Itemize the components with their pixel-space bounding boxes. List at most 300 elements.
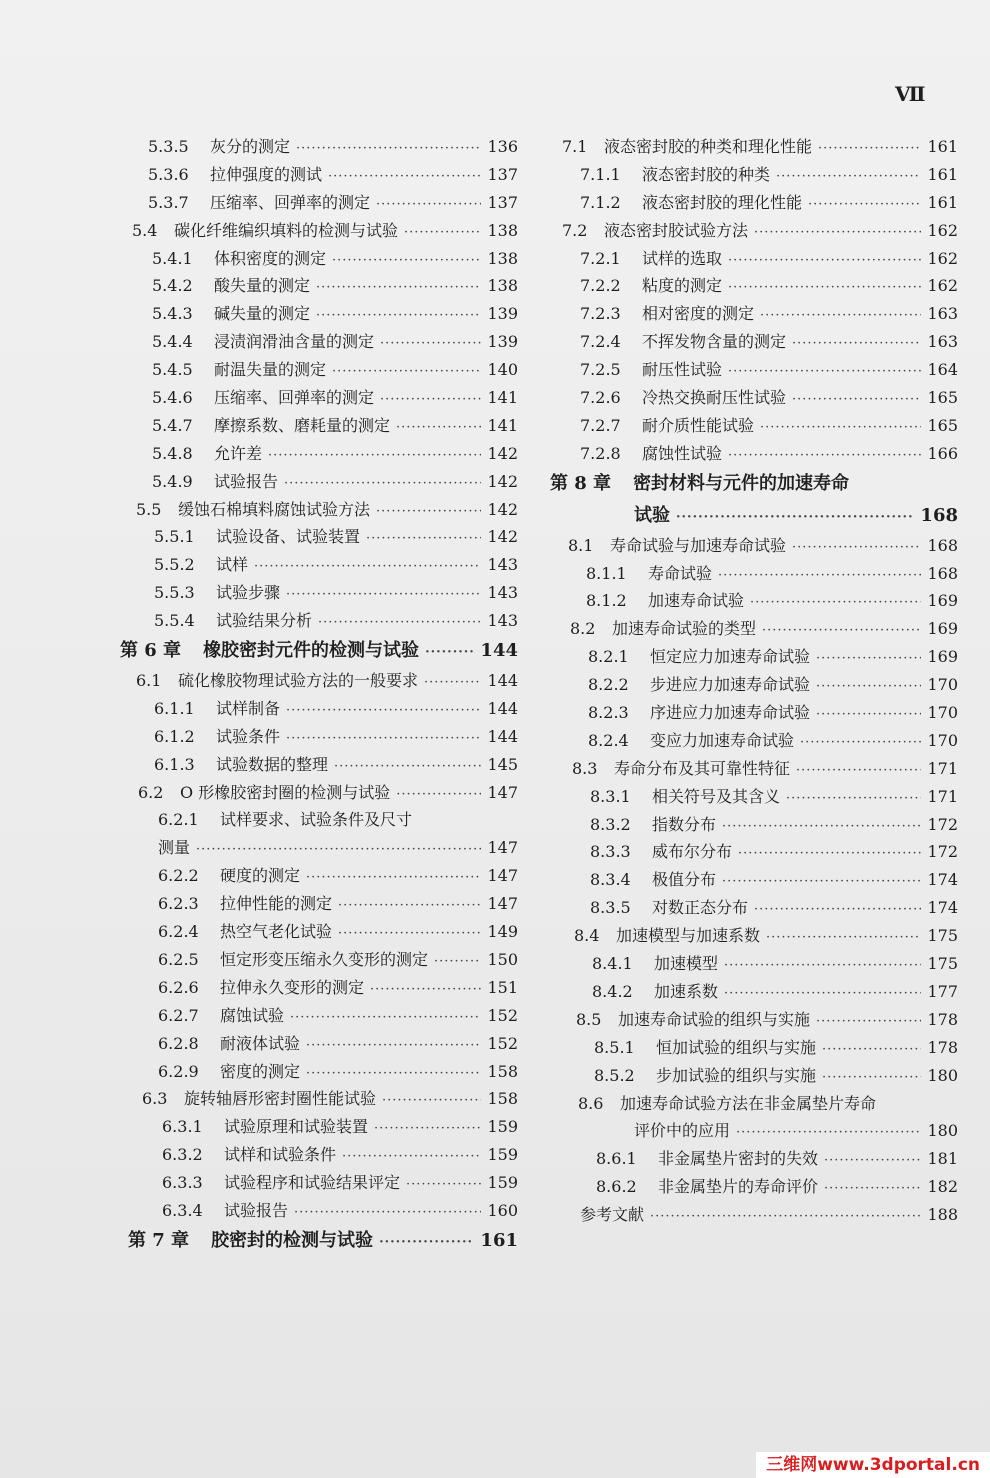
toc-leader-dots: [328, 163, 481, 191]
toc-entry-title: 试验程序和试验结果评定: [224, 1173, 401, 1193]
toc-entry-number: 6.3.2: [162, 1145, 203, 1165]
toc-entry-number: 7.2.1: [580, 248, 621, 268]
toc-chapter-entry: [548, 500, 958, 532]
toc-leader-dots: [736, 1119, 921, 1147]
toc-entry-title: 试样的选取: [642, 248, 723, 268]
toc-entry-number: 6.2.2: [158, 866, 199, 886]
toc-entry-title: 试验: [634, 504, 670, 526]
toc-entry-number: 5.5: [136, 499, 162, 519]
toc-leader-dots: [306, 864, 481, 892]
toc-entry-page: 161: [927, 192, 958, 212]
toc-entry-number: 8.4.1: [592, 954, 633, 974]
toc-entry-page: 165: [927, 388, 958, 408]
toc-entry-number: 5.5.2: [154, 555, 195, 575]
toc-entry-title: 试样和试验条件: [224, 1145, 337, 1165]
toc-entry-title: 拉伸永久变形的测定: [220, 977, 365, 997]
toc-entry-title: 耐液体试验: [220, 1033, 301, 1053]
toc-entry-page: 171: [927, 786, 958, 806]
toc-entry-number: 8.3: [572, 758, 598, 778]
toc-entry: [548, 440, 958, 468]
toc-entry-number: 8.2.3: [588, 703, 629, 723]
toc-entry-title: 加速寿命试验: [648, 591, 745, 611]
toc-entry-title: 液态密封胶的种类和理化性能: [604, 137, 813, 156]
toc-entry-page: 174: [927, 870, 958, 890]
toc-entry-page: 147: [487, 866, 518, 886]
toc-entry-page: 144: [480, 640, 518, 662]
toc-leader-dots: [786, 785, 921, 813]
toc-entry-number: 5.4.7: [152, 415, 193, 435]
toc-entry-page: 159: [487, 1117, 518, 1137]
toc-leader-dots: [306, 1060, 481, 1088]
toc-entry-title: 加速系数: [654, 981, 719, 1001]
toc-entry: [548, 384, 958, 412]
toc-entry-page: 174: [927, 898, 958, 918]
toc-leader-dots: [338, 920, 481, 948]
toc-leader-dots: [434, 948, 481, 976]
toc-entry-title: 相对密度的测定: [642, 304, 755, 324]
toc-entry: [108, 1113, 518, 1141]
toc-entry-number: 5.5.4: [154, 611, 195, 631]
toc-entry: [548, 189, 958, 217]
toc-entry-page: 152: [487, 1033, 518, 1053]
toc-entry-title: 寿命试验与加速寿命试验: [610, 535, 787, 555]
toc-leader-dots: [822, 1064, 921, 1092]
toc-leader-dots: [816, 701, 921, 729]
toc-leader-dots: [816, 673, 921, 701]
toc-leader-dots: [754, 219, 921, 247]
toc-entry-number: 5.3.7: [148, 192, 189, 212]
toc-entry-page: 140: [487, 360, 518, 380]
toc-entry-title: 参考文献: [580, 1205, 645, 1225]
toc-leader-dots: [792, 386, 921, 414]
toc-leader-dots: [754, 896, 921, 924]
toc-entry: [548, 1117, 958, 1145]
toc-entry-page: 147: [487, 838, 518, 858]
toc-entry-page: 139: [487, 304, 518, 324]
toc-entry-page: 170: [927, 730, 958, 750]
toc-entry-number: 5.4.3: [152, 304, 193, 324]
toc-entry-number: 7.2.4: [580, 332, 621, 352]
toc-entry-page: 136: [487, 137, 518, 156]
toc-entry-number: 8.3.5: [590, 898, 631, 918]
toc-entry: [108, 1197, 518, 1225]
toc-entry-page: 168: [927, 563, 958, 583]
toc-entry-page: 172: [927, 842, 958, 862]
toc-entry-page: 137: [487, 192, 518, 212]
toc-entry-page: 147: [487, 894, 518, 914]
toc-entry-page: 143: [487, 611, 518, 631]
toc-entry-title: 拉伸强度的测试: [210, 164, 323, 184]
toc-entry-title: 液态密封胶试验方法: [604, 220, 749, 240]
toc-entry-number: 5.4.9: [152, 471, 193, 491]
toc-entry-number: 6.2.6: [158, 977, 199, 997]
toc-entry-number: 6.2.1: [158, 810, 199, 830]
toc-entry: [548, 922, 958, 950]
toc-entry: [108, 695, 518, 723]
toc-entry-page: 163: [927, 332, 958, 352]
toc-entry: [108, 1058, 518, 1086]
toc-entry-title: 测量: [158, 838, 191, 858]
toc-entry-page: 181: [927, 1149, 958, 1169]
toc-leader-dots: [796, 757, 921, 785]
toc-entry-title: 试样: [216, 555, 249, 575]
toc-entry-number: 7.2.7: [580, 415, 621, 435]
toc-entry-title: 步进应力加速寿命试验: [650, 675, 811, 695]
toc-entry-page: 162: [927, 248, 958, 268]
toc-entry: [548, 1090, 958, 1118]
toc-leader-dots: [818, 135, 921, 163]
toc-entry-title: 加速寿命试验方法在非金属垫片寿命: [620, 1093, 877, 1113]
toc-entry-title: 试验报告: [224, 1200, 289, 1220]
toc-leader-dots: [286, 697, 481, 725]
toc-entry-page: 171: [927, 758, 958, 778]
toc-leader-dots: [370, 976, 481, 1004]
toc-entry-number: 5.4.6: [152, 388, 193, 408]
toc-entry: [108, 1002, 518, 1030]
toc-entry-page: 143: [487, 555, 518, 575]
toc-entry-page: 159: [487, 1173, 518, 1193]
toc-entry: [548, 894, 958, 922]
toc-entry-number: 6.1.2: [154, 726, 195, 746]
toc-entry-page: 169: [927, 619, 958, 639]
toc-entry: [108, 468, 518, 496]
toc-entry-page: 175: [927, 926, 958, 946]
toc-entry-title: 碱失量的测定: [214, 304, 311, 324]
toc-entry-page: 150: [487, 949, 518, 969]
toc-entry: [548, 755, 958, 783]
toc-entry-number: 6.2.3: [158, 894, 199, 914]
toc-leader-dots: [762, 617, 921, 645]
toc-entry-page: 151: [487, 977, 518, 997]
toc-entry-number: 8.4: [574, 926, 600, 946]
toc-entry-page: 178: [927, 1037, 958, 1057]
toc-entry-number: 8.3.1: [590, 786, 631, 806]
toc-entry-title: 热空气老化试验: [220, 922, 333, 942]
toc-leader-dots: [380, 386, 481, 414]
toc-entry-page: 142: [487, 527, 518, 547]
toc-entry: [108, 779, 518, 807]
toc-entry: [548, 1034, 958, 1062]
toc-leader-dots: [286, 581, 481, 609]
toc-entry-title: 腐蚀试验: [220, 1005, 285, 1025]
toc-entry-title: 密封材料与元件的加速寿命: [633, 472, 850, 494]
toc-entry-title: 碳化纤维编织填料的检测与试验: [174, 220, 399, 240]
toc-leader-dots: [332, 247, 481, 275]
toc-entry-title: 恒定应力加速寿命试验: [650, 647, 811, 667]
toc-leader-dots: [808, 191, 921, 219]
toc-entry-title: 威布尔分布: [652, 842, 733, 862]
toc-entry-number: 6.2: [138, 782, 164, 802]
toc-entry-number: 6.1: [136, 671, 162, 691]
toc-leader-dots: [286, 725, 481, 753]
toc-entry-title: 拉伸性能的测定: [220, 894, 333, 914]
toc-entry-title: 旋转轴唇形密封圈性能试验: [184, 1089, 377, 1109]
toc-entry: [548, 671, 958, 699]
toc-entry: [108, 1085, 518, 1113]
toc-entry: [108, 806, 518, 834]
toc-entry-page: 143: [487, 583, 518, 603]
toc-leader-dots: [376, 191, 481, 219]
toc-entry-title: 橡胶密封元件的检测与试验: [203, 640, 420, 662]
toc-entry-page: 152: [487, 1005, 518, 1025]
toc-entry-number: 6.2.4: [158, 922, 199, 942]
toc-entry: [548, 328, 958, 356]
toc-entry-title: 试样要求、试验条件及尺寸: [220, 810, 413, 830]
toc-entry-page: 138: [487, 248, 518, 268]
toc-entry: [108, 751, 518, 779]
toc-entry-title: 硫化橡胶物理试验方法的一般要求: [178, 671, 419, 691]
toc-entry-title: 缓蚀石棉填料腐蚀试验方法: [178, 499, 371, 519]
toc-entry-title: 指数分布: [652, 814, 717, 834]
toc-entry: [548, 1006, 958, 1034]
toc-entry-number: 8.1.2: [586, 591, 627, 611]
toc-entry: [108, 551, 518, 579]
toc-entry: [108, 356, 518, 384]
toc-entry: [108, 862, 518, 890]
toc-entry-title: 试验结果分析: [216, 611, 313, 631]
toc-entry: [548, 272, 958, 300]
toc-entry-title: 耐压性试验: [642, 360, 723, 380]
toc-entry-number: 6.1.1: [154, 698, 195, 718]
toc-entry: [108, 723, 518, 751]
toc-entry-title: 相关符号及其含义: [652, 786, 781, 806]
toc-entry-title: 摩擦系数、磨耗量的测定: [214, 415, 391, 435]
toc-entry: [108, 133, 518, 161]
toc-leader-dots: [284, 470, 481, 498]
toc-entry-number: 7.1.2: [580, 192, 621, 212]
toc-entry-title: 寿命试验: [648, 563, 713, 583]
toc-entry-page: 142: [487, 499, 518, 519]
toc-leader-dots: [316, 302, 481, 330]
toc-entry-number: 6.2.5: [158, 949, 199, 969]
toc-right-column: [548, 133, 958, 1229]
toc-entry-number: 第 7 章: [128, 1229, 190, 1251]
toc-leader-dots: [382, 1087, 481, 1115]
toc-entry-page: 145: [487, 754, 518, 774]
toc-entry-number: 8.2.4: [588, 730, 629, 750]
toc-leader-dots: [750, 589, 921, 617]
toc-entry-title: 加速模型: [654, 954, 719, 974]
toc-entry-title: 恒定形变压缩永久变形的测定: [220, 949, 429, 969]
toc-leader-dots: [306, 1032, 481, 1060]
toc-entry: [548, 161, 958, 189]
toc-entry-number: 8.6: [578, 1093, 604, 1113]
toc-entry: [108, 300, 518, 328]
toc-leader-dots: [792, 330, 921, 358]
toc-entry: [108, 579, 518, 607]
toc-entry: [548, 866, 958, 894]
toc-entry-title: 不挥发物含量的测定: [642, 332, 787, 352]
toc-leader-dots: [776, 163, 921, 191]
toc-entry-number: 5.4: [132, 220, 158, 240]
toc-entry-page: 169: [927, 591, 958, 611]
toc-entry-title: 液态密封胶的理化性能: [642, 192, 803, 212]
toc-entry: [108, 946, 518, 974]
toc-leader-dots: [290, 1004, 481, 1032]
toc-entry: [108, 1169, 518, 1197]
toc-entry: [108, 245, 518, 273]
toc-entry-page: 158: [487, 1089, 518, 1109]
toc-entry-number: 7.1: [562, 137, 588, 156]
toc-leader-dots: [738, 840, 921, 868]
toc-leader-dots: [334, 753, 481, 781]
toc-entry-number: 5.4.1: [152, 248, 193, 268]
toc-entry-title: 加速模型与加速系数: [616, 926, 761, 946]
toc-entry: [108, 667, 518, 695]
toc-entry-title: 体积密度的测定: [214, 248, 327, 268]
toc-leader-dots: [404, 219, 481, 247]
toc-entry-page: 144: [487, 726, 518, 746]
toc-entry-page: 177: [927, 981, 958, 1001]
toc-entry: [108, 918, 518, 946]
toc-chapter-entry: [108, 1225, 518, 1257]
toc-entry-page: 166: [927, 443, 958, 463]
toc-leader-dots: [766, 924, 921, 952]
toc-entry: [548, 643, 958, 671]
toc-entry-title: 试验条件: [216, 726, 281, 746]
toc-leader-dots: [254, 553, 481, 581]
toc-entry: [548, 699, 958, 727]
toc-leader-dots: [728, 247, 921, 275]
toc-leader-dots: [824, 1147, 921, 1175]
toc-leader-dots: [338, 892, 481, 920]
toc-entry-page: 180: [927, 1121, 958, 1141]
toc-leader-dots: [396, 781, 481, 809]
toc-entry: [548, 811, 958, 839]
toc-entry-number: 5.4.2: [152, 276, 193, 296]
toc-leader-dots: [718, 562, 921, 590]
toc-entry: [108, 1141, 518, 1169]
toc-leader-dots: [760, 414, 921, 442]
toc-entry-title: 硬度的测定: [220, 866, 301, 886]
toc-entry-number: 7.2.6: [580, 388, 621, 408]
toc-entry: [108, 1030, 518, 1058]
toc-entry-page: 141: [487, 388, 518, 408]
toc-leader-dots: [728, 442, 921, 470]
toc-entry: [108, 834, 518, 862]
toc-entry-page: 178: [927, 1009, 958, 1029]
toc-entry-title: 耐温失量的测定: [214, 360, 327, 380]
toc-leader-dots: [724, 952, 921, 980]
toc-leader-dots: [380, 330, 481, 358]
toc-entry-page: 142: [487, 443, 518, 463]
toc-entry-page: 147: [487, 782, 518, 802]
toc-entry-page: 144: [487, 698, 518, 718]
toc-entry-page: 182: [927, 1177, 958, 1197]
toc-leader-dots: [816, 645, 921, 673]
toc-entry-page: 165: [927, 415, 958, 435]
toc-entry-number: 第 6 章: [120, 640, 182, 662]
toc-entry-title: O 形橡胶密封圈的检测与试验: [180, 782, 391, 802]
toc-entry: [548, 1173, 958, 1201]
toc-entry-page: 138: [487, 276, 518, 296]
toc-entry-number: 8.2: [570, 619, 596, 639]
toc-entry: [548, 532, 958, 560]
toc-entry: [108, 890, 518, 918]
toc-entry-page: 188: [927, 1205, 958, 1225]
toc-leader-dots: [425, 637, 474, 669]
toc-entry: [548, 217, 958, 245]
toc-leader-dots: [316, 274, 481, 302]
toc-entry-page: 142: [487, 471, 518, 491]
toc-entry-page: 161: [927, 164, 958, 184]
toc-entry-number: 5.5.1: [154, 527, 195, 547]
toc-entry-title: 极值分布: [652, 870, 717, 890]
toc-entry-number: 6.3.4: [162, 1200, 203, 1220]
toc-entry-title: 非金属垫片密封的失效: [658, 1149, 819, 1169]
page-number: Ⅶ: [895, 82, 927, 106]
toc-entry-page: 175: [927, 954, 958, 974]
toc-entry-number: 5.3.6: [148, 164, 189, 184]
toc-leader-dots: [196, 836, 481, 864]
toc-leader-dots: [396, 414, 481, 442]
toc-entry-number: 8.5.1: [594, 1037, 635, 1057]
toc-entry-number: 8.2.1: [588, 647, 629, 667]
toc-entry-title: 液态密封胶的种类: [642, 164, 771, 184]
toc-entry: [548, 615, 958, 643]
toc-entry-title: 对数正态分布: [652, 898, 749, 918]
toc-entry: [108, 328, 518, 356]
toc-entry-title: 浸渍润滑油含量的测定: [214, 332, 375, 352]
toc-leader-dots: [268, 442, 481, 470]
toc-entry: [548, 1062, 958, 1090]
toc-leader-dots: [724, 980, 921, 1008]
toc-entry-number: 8.1: [568, 535, 594, 555]
toc-entry-title: 变应力加速寿命试验: [650, 730, 795, 750]
toc-entry-number: 7.2.2: [580, 276, 621, 296]
site-watermark: 三维网www.3dportal.cn: [756, 1452, 990, 1478]
toc-entry: [108, 607, 518, 635]
toc-entry: [548, 245, 958, 273]
toc-leader-dots: [379, 1227, 474, 1259]
toc-entry-title: 腐蚀性试验: [642, 443, 723, 463]
toc-entry-number: 5.3.5: [148, 137, 189, 156]
toc-entry-page: 162: [927, 276, 958, 296]
toc-entry: [108, 189, 518, 217]
toc-entry: [548, 133, 958, 161]
toc-entry-number: 5.4.5: [152, 360, 193, 380]
toc-entry-title: 灰分的测定: [210, 137, 291, 156]
toc-entry-page: 170: [927, 675, 958, 695]
toc-entry-page: 180: [927, 1065, 958, 1085]
toc-entry-number: 8.1.1: [586, 563, 627, 583]
toc-entry-title: 试样制备: [216, 698, 281, 718]
toc-entry: [548, 412, 958, 440]
toc-entry: [548, 838, 958, 866]
toc-entry-title: 压缩率、回弹率的测定: [214, 388, 375, 408]
toc-entry-number: 6.2.7: [158, 1005, 199, 1025]
toc-entry-title: 试验原理和试验装置: [224, 1117, 369, 1137]
toc-entry: [108, 272, 518, 300]
toc-entry-title: 加速寿命试验的类型: [612, 619, 757, 639]
toc-entry-title: 粘度的测定: [642, 276, 723, 296]
toc-entry-number: 8.6.1: [596, 1149, 637, 1169]
toc-leader-dots: [676, 502, 914, 534]
toc-entry-number: 8.6.2: [596, 1177, 637, 1197]
toc-leader-dots: [406, 1171, 481, 1199]
toc-leader-dots: [374, 1115, 481, 1143]
toc-leader-dots: [376, 498, 481, 526]
toc-entry-page: 137: [487, 164, 518, 184]
toc-leader-dots: [294, 1199, 481, 1227]
toc-leader-dots: [816, 1008, 921, 1036]
toc-entry-number: 5.4.8: [152, 443, 193, 463]
toc-entry-number: 8.3.3: [590, 842, 631, 862]
toc-entry-title: 耐介质性能试验: [642, 415, 755, 435]
toc-entry-number: 8.2.2: [588, 675, 629, 695]
toc-entry-title: 密度的测定: [220, 1061, 301, 1081]
toc-left-column: [108, 133, 518, 1257]
